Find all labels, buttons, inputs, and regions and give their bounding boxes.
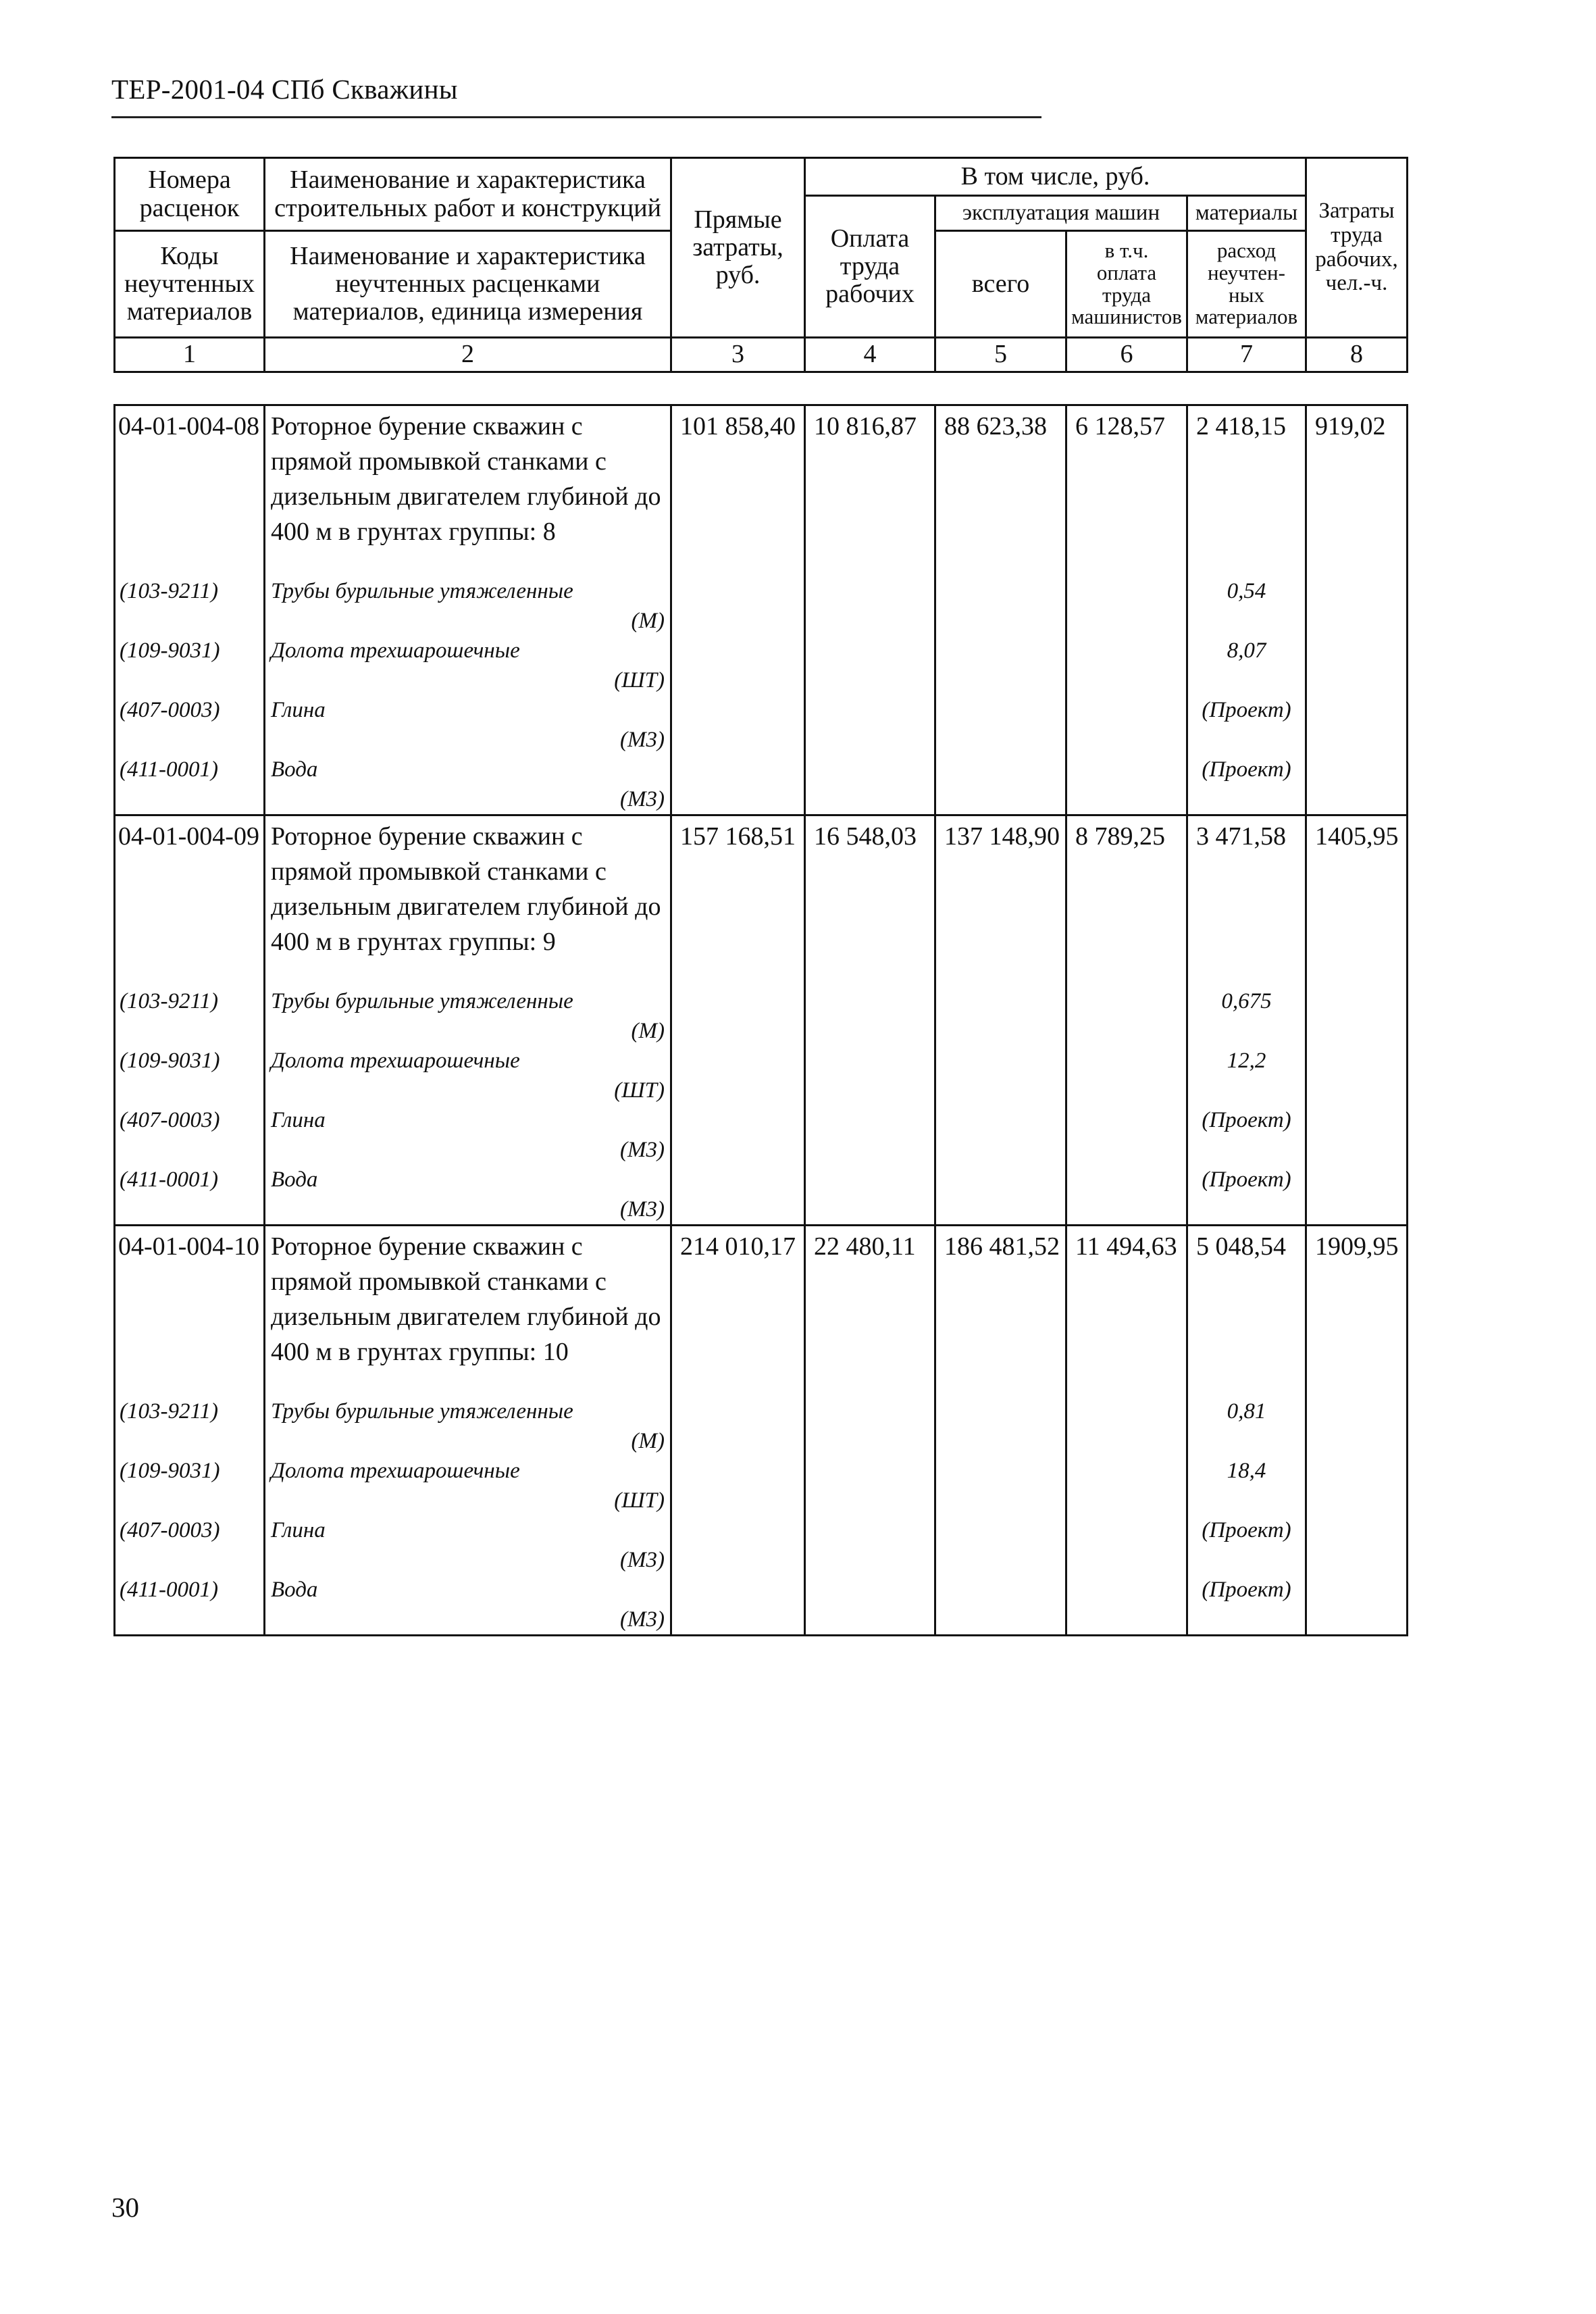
materials-header: материалы [1187, 196, 1306, 231]
labor-pay: 10 816,87 [805, 405, 935, 550]
machinists-pay: 6 128,57 [1066, 405, 1187, 550]
material-name: Трубы бурильные утяжеленные [271, 989, 573, 1013]
material-name-cell [265, 1456, 671, 1515]
col5-header: всего [935, 231, 1066, 338]
material-code: (411-0001) [115, 1575, 265, 1636]
material-unit: (М3) [620, 787, 665, 811]
material-code: (407-0003) [115, 695, 265, 755]
labor-hours: 1405,95 [1306, 815, 1408, 960]
material-consumption: 8,07 [1187, 636, 1306, 695]
material-unit: (М3) [620, 1548, 665, 1572]
header-rule [111, 116, 1041, 118]
material-row [115, 1575, 1408, 1636]
material-row [115, 636, 1408, 695]
material-unit: (М) [631, 1019, 665, 1043]
material-code: (407-0003) [115, 1105, 265, 1165]
material-code: (411-0001) [115, 755, 265, 815]
col1-bottom-header: Коды неучтенных материалов [115, 231, 265, 338]
col-number: 6 [1066, 338, 1187, 372]
page-number: 30 [111, 2192, 139, 2223]
material-name: Глина [271, 698, 326, 722]
col1-top-header: Номера расценок [115, 158, 265, 231]
material-row [115, 695, 1408, 755]
material-consumption: (Проект) [1187, 1165, 1306, 1226]
material-name: Трубы бурильные утяжеленные [271, 579, 573, 603]
col-number: 4 [805, 338, 935, 372]
rate-row [115, 1226, 1408, 1370]
material-consumption: (Проект) [1187, 1515, 1306, 1575]
material-consumption: 0,675 [1187, 986, 1306, 1046]
material-name-cell [265, 1105, 671, 1165]
material-code: (411-0001) [115, 1165, 265, 1226]
material-code: (109-9031) [115, 1456, 265, 1515]
material-row [115, 1515, 1408, 1575]
material-consumption: (Проект) [1187, 695, 1306, 755]
material-unit: (ШТ) [614, 1488, 665, 1513]
material-row [115, 576, 1408, 636]
material-name-cell [265, 1397, 671, 1456]
material-unit: (М) [631, 609, 665, 633]
labor-pay: 22 480,11 [805, 1226, 935, 1370]
material-unit: (ШТ) [614, 1078, 665, 1103]
material-consumption: 18,4 [1187, 1456, 1306, 1515]
material-name-cell [265, 636, 671, 695]
machinists-pay: 8 789,25 [1066, 815, 1187, 960]
rate-name: Роторное бурение скважин с прямой промывкой станками с дизельным двигателем глубиной до 400 м в грунтах группы: 10 [265, 1226, 671, 1370]
col2-top-header: Наименование и характеристика строительных работ и конструкций [265, 158, 671, 231]
machinists-pay: 11 494,63 [1066, 1226, 1187, 1370]
material-name: Долота трехшарошечные [271, 1049, 520, 1073]
material-name: Трубы бурильные утяжеленные [271, 1399, 573, 1424]
material-row [115, 1397, 1408, 1456]
material-code: (103-9211) [115, 576, 265, 636]
machines-header: эксплуатация машин [935, 196, 1187, 231]
material-code: (109-9031) [115, 1046, 265, 1105]
labor-hours: 1909,95 [1306, 1226, 1408, 1370]
material-unit: (М3) [620, 1138, 665, 1162]
material-row [115, 755, 1408, 815]
col3-header: Прямые затраты, руб. [671, 158, 805, 338]
material-row [115, 1105, 1408, 1165]
col-number: 1 [115, 338, 265, 372]
col-number: 3 [671, 338, 805, 372]
material-code: (407-0003) [115, 1515, 265, 1575]
material-name: Вода [271, 1578, 318, 1602]
material-name: Долота трехшарошечные [271, 1459, 520, 1483]
material-row [115, 1046, 1408, 1105]
materials-cost: 3 471,58 [1187, 815, 1306, 960]
material-consumption: (Проект) [1187, 1575, 1306, 1636]
rate-row [115, 815, 1408, 960]
material-name: Глина [271, 1108, 326, 1132]
col6-header: в т.ч. оплата труда машинистов [1066, 231, 1187, 338]
rate-code: 04-01-004-10 [115, 1226, 265, 1370]
col7-header: расход неучтен- ных материалов [1187, 231, 1306, 338]
material-code: (103-9211) [115, 1397, 265, 1456]
material-consumption: (Проект) [1187, 755, 1306, 815]
material-name: Долота трехшарошечные [271, 638, 520, 663]
materials-cost: 5 048,54 [1187, 1226, 1306, 1370]
machines-total: 137 148,90 [935, 815, 1066, 960]
table-header [113, 157, 1408, 373]
material-name-cell [265, 1165, 671, 1226]
material-name-cell [265, 576, 671, 636]
material-name-cell [265, 695, 671, 755]
group-header: В том числе, руб. [805, 158, 1306, 196]
spacer-row [115, 549, 1408, 576]
material-code: (103-9211) [115, 986, 265, 1046]
col4-header: Оплата труда рабочих [805, 196, 935, 338]
direct-costs: 101 858,40 [671, 405, 805, 550]
material-unit: (ШТ) [614, 668, 665, 693]
rate-code: 04-01-004-09 [115, 815, 265, 960]
materials-cost: 2 418,15 [1187, 405, 1306, 550]
material-name-cell [265, 1046, 671, 1105]
rate-row [115, 405, 1408, 550]
rates-table [113, 404, 1408, 1636]
col-number: 7 [1187, 338, 1306, 372]
direct-costs: 157 168,51 [671, 815, 805, 960]
rate-name: Роторное бурение скважин с прямой промывкой станками с дизельным двигателем глубиной до 400 м в грунтах группы: 8 [265, 405, 671, 550]
machines-total: 186 481,52 [935, 1226, 1066, 1370]
col-number: 8 [1306, 338, 1408, 372]
material-name-cell [265, 986, 671, 1046]
machines-total: 88 623,38 [935, 405, 1066, 550]
material-unit: (М) [631, 1429, 665, 1453]
rate-name: Роторное бурение скважин с прямой промывкой станками с дизельным двигателем глубиной до 400 м в грунтах группы: 9 [265, 815, 671, 960]
col2-bottom-header: Наименование и характеристика неучтенных расценками материалов, единица измерения [265, 231, 671, 338]
material-unit: (М3) [620, 1197, 665, 1222]
col8-header: Затраты труда рабочих, чел.-ч. [1306, 158, 1408, 338]
material-name-cell [265, 1515, 671, 1575]
direct-costs: 214 010,17 [671, 1226, 805, 1370]
material-name: Глина [271, 1518, 326, 1542]
spacer-row [115, 1369, 1408, 1397]
material-name: Вода [271, 757, 318, 782]
material-row [115, 1456, 1408, 1515]
spacer-row [115, 959, 1408, 986]
page-title: ТЕР-2001-04 СПб Скважины [111, 74, 458, 105]
material-name: Вода [271, 1167, 318, 1192]
labor-pay: 16 548,03 [805, 815, 935, 960]
rate-code: 04-01-004-08 [115, 405, 265, 550]
material-code: (109-9031) [115, 636, 265, 695]
material-consumption: 0,54 [1187, 576, 1306, 636]
material-unit: (М3) [620, 728, 665, 752]
labor-hours: 919,02 [1306, 405, 1408, 550]
material-consumption: (Проект) [1187, 1105, 1306, 1165]
material-consumption: 0,81 [1187, 1397, 1306, 1456]
col-number: 2 [265, 338, 671, 372]
material-row [115, 986, 1408, 1046]
material-unit: (М3) [620, 1607, 665, 1632]
material-row [115, 1165, 1408, 1226]
material-name-cell [265, 755, 671, 815]
col-number: 5 [935, 338, 1066, 372]
material-consumption: 12,2 [1187, 1046, 1306, 1105]
material-name-cell [265, 1575, 671, 1636]
